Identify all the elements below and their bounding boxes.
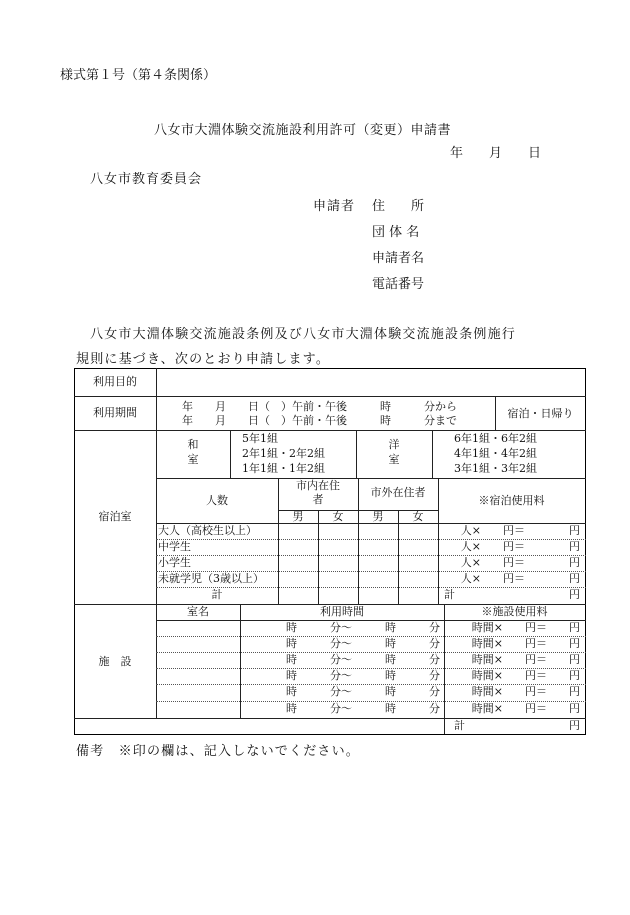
intro-line-1: 八女市大淵体験交流施設条例及び八女市大淵体験交流施設条例施行 [90,327,517,342]
lodging-fee-junior-high[interactable]: 人× 円＝ 円 [460,540,580,553]
date-line: 年 月 日 [450,146,542,161]
people-label: 人数 [206,494,228,507]
period-label: 利用期間 [93,406,137,419]
inside-city-label-1: 市内在住 [296,479,340,492]
use-time-label: 利用時間 [320,605,364,618]
stay-type-select[interactable]: 宿泊・日帰り [507,407,574,420]
period-to[interactable]: 年 月 日（ ）午前・午後 時 分まで [182,414,457,427]
applicant-name-label: 申請者名 [372,251,425,266]
facility-fee-3[interactable]: 時間× 円＝ 円 [471,653,580,666]
facility-fee-6[interactable]: 時間× 円＝ 円 [471,702,580,715]
facility-time-1[interactable]: 時 分～ 時 分 [286,621,440,634]
youshitsu-room-3[interactable]: 3年1組・3年2組 [454,462,537,475]
category-junior-high: 中学生 [158,540,191,553]
washitsu-room-1[interactable]: 5年1組 [242,432,278,445]
facility-time-4[interactable]: 時 分～ 時 分 [286,669,440,682]
addressee: 八女市教育委員会 [90,172,203,187]
outside-male-label: 男 [372,510,384,523]
facility-label: 施 設 [98,655,132,668]
form-number: 様式第１号（第４条関係） [60,68,217,83]
facility-fee-5[interactable]: 時間× 円＝ 円 [471,685,580,698]
facility-total-yen[interactable]: 円 [569,719,580,732]
lodging-fee-elementary[interactable]: 人× 円＝ 円 [460,556,580,569]
facility-time-6[interactable]: 時 分～ 時 分 [286,702,440,715]
inside-city-label-2: 者 [312,493,324,506]
application-table [74,368,586,735]
youshitsu-room-1[interactable]: 6年1組・6年2組 [454,432,537,445]
note: 備考 ※印の欄は、記入しないでください。 [76,744,361,759]
facility-fee-1[interactable]: 時間× 円＝ 円 [471,621,580,634]
facility-fee-2[interactable]: 時間× 円＝ 円 [471,637,580,650]
category-total: 計 [211,588,223,601]
youshitsu-label-2: 室 [388,453,400,466]
inside-male-label: 男 [292,510,304,523]
facility-time-3[interactable]: 時 分～ 時 分 [286,653,440,666]
applicant-group-label: 団 体 名 [372,225,420,240]
outside-female-label: 女 [412,510,424,523]
lodging-label: 宿泊室 [98,510,132,523]
applicant-phone-label: 電話番号 [372,277,425,292]
purpose-field[interactable] [164,373,574,391]
lodging-fee-preschool[interactable]: 人× 円＝ 円 [460,572,580,585]
facility-fee-label: ※施設使用料 [481,605,548,618]
intro-line-2: 規則に基づき、次のとおり申請します。 [76,352,331,367]
lodging-fee-adult[interactable]: 人× 円＝ 円 [460,524,580,537]
youshitsu-label-1: 洋 [388,438,400,451]
category-preschool: 未就学児（3歳以上） [158,572,264,585]
category-adult: 大人（高校生以上） [158,524,257,537]
period-from[interactable]: 年 月 日（ ）午前・午後 時 分から [182,400,457,413]
lodging-total-label: 計 [444,588,455,601]
washitsu-label-1: 和 [187,438,199,451]
inside-female-label: 女 [332,510,344,523]
facility-fee-4[interactable]: 時間× 円＝ 円 [471,669,580,682]
applicant-label: 申請者 [313,199,356,214]
purpose-label: 利用目的 [93,375,137,388]
room-name-label: 室名 [187,605,209,618]
applicant-address-label: 住 所 [372,199,425,214]
washitsu-room-3[interactable]: 1年1組・1年2組 [242,462,325,475]
washitsu-label-2: 室 [187,453,199,466]
washitsu-room-2[interactable]: 2年1組・2年2組 [242,447,325,460]
category-elementary: 小学生 [158,556,191,569]
facility-time-2[interactable]: 時 分～ 時 分 [286,637,440,650]
page-title: 八女市大淵体験交流施設利用許可（変更）申請書 [154,123,452,138]
outside-city-label: 市外在住者 [370,486,426,499]
facility-time-5[interactable]: 時 分～ 時 分 [286,685,440,698]
youshitsu-room-2[interactable]: 4年1組・4年2組 [454,447,537,460]
lodging-total-yen[interactable]: 円 [569,588,580,601]
facility-total-label: 計 [454,719,465,732]
lodging-fee-label: ※宿泊使用料 [478,494,545,507]
